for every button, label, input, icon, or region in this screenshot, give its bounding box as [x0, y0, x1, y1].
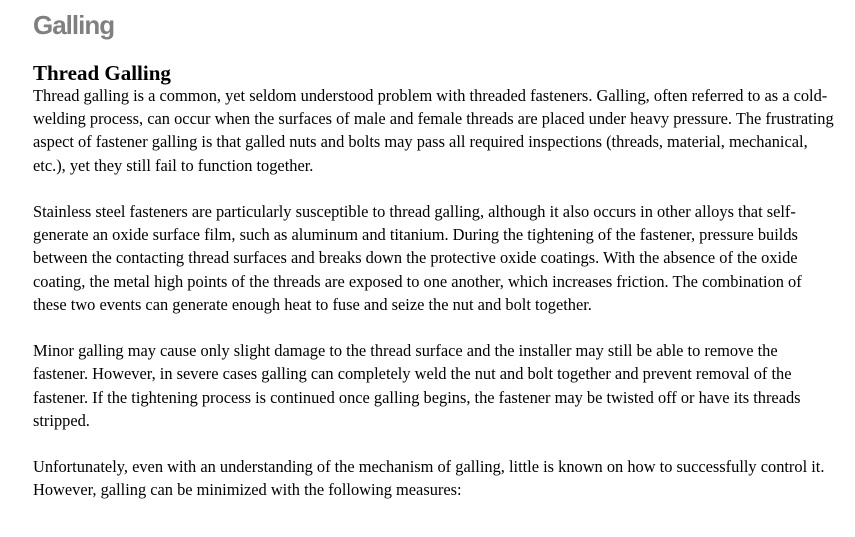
paragraph-intro: Thread galling is a common, yet seldom understood problem with threaded fasteners. Galling, often referred to as a cold-welding process, can occur when the surfaces of male and female threads are placed under heavy pressure. The frustrating aspect of fastener galling is that galled nuts and bolts may pass all required inspections (threads, material, mechanical, etc.), yet they still fail to function together. [33, 86, 834, 175]
paragraph-minor-galling: Minor galling may cause only slight damage to the thread surface and the installer may still be able to remove the fastener. However, in severe cases galling can completely weld the nut and bolt together and prevent removal of the fastener. If the tightening process is continued once galling begins, the fastener may be twisted off or have its threads stripped. [33, 341, 801, 430]
page-title: Galling [33, 10, 115, 40]
paragraph-stainless-steel: Stainless steel fasteners are particularly susceptible to thread galling, although it also occurs in other alloys that self-generate an oxide surface film, such as aluminum and titanium. During the tightening of the fastener, pressure builds between the contacting thread surfaces and breaks down the protective oxide coatings. With the absence of the oxide coating, the metal high points of the threads are exposed to one another, which increases friction. The combination of these two events can generate enough heat to fuse and seize the nut and bolt together. [33, 202, 802, 314]
section-heading: Thread Galling [33, 61, 171, 85]
paragraph-measures: Unfortunately, even with an understanding of the mechanism of galling, little is known on how to successfully control it. However, galling can be minimized with the following measures: [33, 457, 825, 500]
